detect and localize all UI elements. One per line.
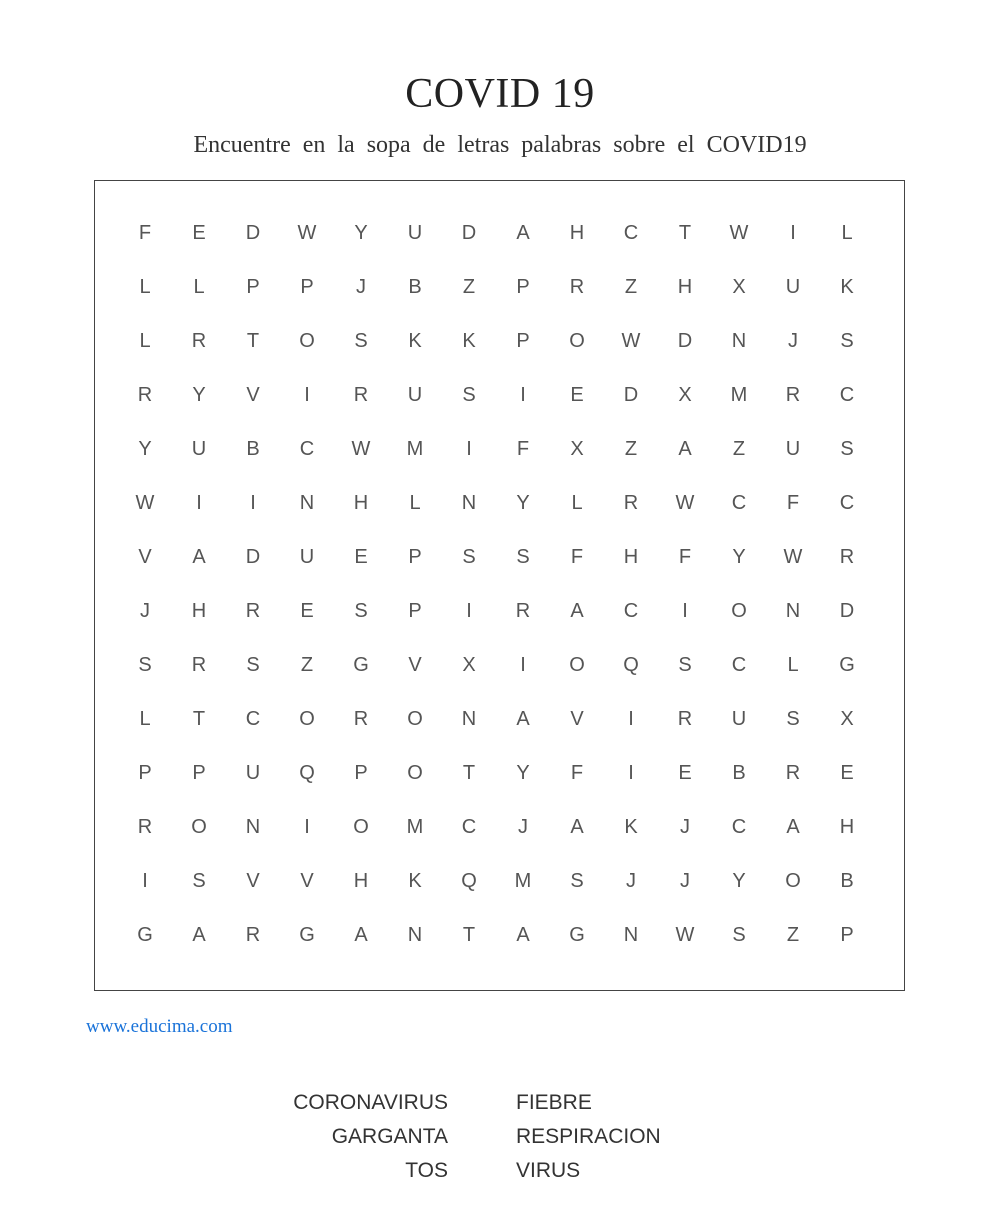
grid-letter[interactable]: U xyxy=(731,707,747,730)
grid-letter[interactable]: I xyxy=(304,383,310,406)
instructions: Encuentre en la sopa de letras palabras sobre el COVID19 xyxy=(193,132,807,158)
grid-letter[interactable]: C xyxy=(731,653,747,676)
grid-letter[interactable]: T xyxy=(462,923,476,946)
grid-letter[interactable]: R xyxy=(515,599,531,622)
grid-letter[interactable]: A xyxy=(786,815,800,838)
grid-letter[interactable]: K xyxy=(408,329,422,352)
grid-letter[interactable]: R xyxy=(245,923,261,946)
grid-letter[interactable]: F xyxy=(786,491,800,514)
grid-letter[interactable]: O xyxy=(407,761,423,784)
grid-letter[interactable]: C xyxy=(623,599,639,622)
grid-letter[interactable]: S xyxy=(462,545,476,568)
grid-letter[interactable]: Q xyxy=(461,869,477,892)
grid-letter[interactable]: W xyxy=(297,221,317,244)
grid-letter[interactable]: A xyxy=(516,221,530,244)
grid-letter[interactable]: D xyxy=(245,221,261,244)
grid-letter[interactable]: S xyxy=(840,437,854,460)
grid-letter[interactable]: F xyxy=(138,221,152,244)
website-link[interactable]: www.educima.com xyxy=(86,1016,233,1037)
grid-letter[interactable]: S xyxy=(732,923,746,946)
grid-letter[interactable]: S xyxy=(462,383,476,406)
grid-letter[interactable]: W xyxy=(783,545,803,568)
grid-letter[interactable]: F xyxy=(570,761,584,784)
grid-letter[interactable]: C xyxy=(731,815,747,838)
grid-letter[interactable]: F xyxy=(678,545,692,568)
grid-letter[interactable]: A xyxy=(192,545,206,568)
grid-letter[interactable]: S xyxy=(354,329,368,352)
grid-letter[interactable]: O xyxy=(407,707,423,730)
grid-letter[interactable]: Y xyxy=(516,491,530,514)
grid-letter[interactable]: O xyxy=(299,329,315,352)
grid-letter[interactable]: A xyxy=(570,599,584,622)
grid-letter[interactable]: L xyxy=(139,275,151,298)
grid-letter[interactable]: C xyxy=(731,491,747,514)
grid-letter[interactable]: S xyxy=(678,653,692,676)
grid-letter[interactable]: R xyxy=(191,653,207,676)
grid-letter[interactable]: L xyxy=(139,329,151,352)
grid-letter[interactable]: E xyxy=(840,761,854,784)
grid-letter[interactable]: R xyxy=(569,275,585,298)
grid-letter[interactable]: C xyxy=(245,707,261,730)
grid-letter[interactable]: X xyxy=(840,707,854,730)
word-item: TOS xyxy=(405,1159,448,1182)
grid-letter[interactable]: T xyxy=(246,329,260,352)
grid-letter[interactable]: Z xyxy=(624,437,638,460)
page-title: COVID 19 xyxy=(405,71,595,117)
grid-letter[interactable]: U xyxy=(785,275,801,298)
grid-letter[interactable]: A xyxy=(516,923,530,946)
grid-letter[interactable]: O xyxy=(299,707,315,730)
grid-letter[interactable]: O xyxy=(785,869,801,892)
grid-letter[interactable]: F xyxy=(516,437,530,460)
grid-letter[interactable]: S xyxy=(192,869,206,892)
grid-letter[interactable]: C xyxy=(839,491,855,514)
word-item: FIEBRE xyxy=(516,1091,592,1114)
letter-grid xyxy=(118,206,874,962)
grid-letter[interactable]: R xyxy=(353,383,369,406)
grid-letter[interactable]: L xyxy=(139,707,151,730)
grid-letter[interactable]: Y xyxy=(354,221,368,244)
grid-letter[interactable]: I xyxy=(250,491,256,514)
grid-letter[interactable]: Q xyxy=(623,653,639,676)
grid-letter[interactable]: B xyxy=(246,437,260,460)
grid-letter[interactable]: E xyxy=(678,761,692,784)
grid-letter[interactable]: W xyxy=(135,491,155,514)
grid-letter[interactable]: E xyxy=(570,383,584,406)
grid-letter[interactable]: G xyxy=(839,653,855,676)
grid-letter[interactable]: S xyxy=(840,329,854,352)
grid-letter[interactable]: I xyxy=(196,491,202,514)
grid-letter[interactable]: W xyxy=(621,329,641,352)
word-list-left xyxy=(248,1088,448,1190)
grid-letter[interactable]: N xyxy=(731,329,747,352)
grid-letter[interactable]: K xyxy=(408,869,422,892)
grid-letter[interactable]: I xyxy=(142,869,148,892)
grid-letter[interactable]: V xyxy=(570,707,584,730)
grid-letter[interactable]: I xyxy=(682,599,688,622)
grid-letter[interactable]: V xyxy=(246,383,260,406)
grid-letter[interactable]: J xyxy=(626,869,636,892)
grid-letter[interactable]: J xyxy=(680,815,690,838)
grid-letter[interactable]: I xyxy=(304,815,310,838)
grid-letter[interactable]: V xyxy=(408,653,422,676)
grid-letter[interactable]: R xyxy=(191,329,207,352)
grid-letter[interactable]: K xyxy=(462,329,476,352)
grid-letter[interactable]: H xyxy=(569,221,585,244)
grid-letter[interactable]: U xyxy=(299,545,315,568)
grid-letter[interactable]: S xyxy=(246,653,260,676)
grid-letter[interactable]: W xyxy=(729,221,749,244)
grid-letter[interactable]: P xyxy=(246,275,260,298)
grid-letter[interactable]: U xyxy=(245,761,261,784)
grid-letter[interactable]: A xyxy=(516,707,530,730)
grid-letter[interactable]: C xyxy=(461,815,477,838)
grid-letter[interactable]: A xyxy=(570,815,584,838)
grid-letter[interactable]: V xyxy=(246,869,260,892)
grid-letter[interactable]: E xyxy=(354,545,368,568)
grid-letter[interactable]: O xyxy=(353,815,369,838)
grid-letter[interactable]: R xyxy=(677,707,693,730)
grid-letter[interactable]: Z xyxy=(300,653,314,676)
grid-letter[interactable]: O xyxy=(731,599,747,622)
grid-letter[interactable]: J xyxy=(140,599,150,622)
grid-letter[interactable]: P xyxy=(408,545,422,568)
grid-letter[interactable]: B xyxy=(840,869,854,892)
grid-letter[interactable]: X xyxy=(732,275,746,298)
grid-letter[interactable]: J xyxy=(788,329,798,352)
grid-letter[interactable]: Y xyxy=(732,869,746,892)
grid-letter[interactable]: X xyxy=(570,437,584,460)
grid-letter[interactable]: Z xyxy=(462,275,476,298)
grid-letter[interactable]: D xyxy=(677,329,693,352)
grid-letter[interactable]: P xyxy=(840,923,854,946)
grid-letter[interactable]: N xyxy=(623,923,639,946)
grid-letter[interactable]: K xyxy=(624,815,638,838)
grid-letter[interactable]: S xyxy=(516,545,530,568)
grid-letter[interactable]: H xyxy=(191,599,207,622)
grid-letter[interactable]: W xyxy=(351,437,371,460)
grid-letter[interactable]: L xyxy=(409,491,421,514)
grid-letter[interactable]: I xyxy=(520,383,526,406)
grid-letter[interactable]: J xyxy=(356,275,366,298)
grid-letter[interactable]: A xyxy=(192,923,206,946)
grid-letter[interactable]: H xyxy=(839,815,855,838)
grid-letter[interactable]: N xyxy=(785,599,801,622)
grid-letter[interactable]: R xyxy=(137,383,153,406)
grid-letter[interactable]: X xyxy=(678,383,692,406)
grid-letter[interactable]: E xyxy=(300,599,314,622)
grid-letter[interactable]: O xyxy=(191,815,207,838)
grid-letter[interactable]: O xyxy=(569,329,585,352)
grid-letter[interactable]: C xyxy=(623,221,639,244)
grid-letter[interactable]: H xyxy=(353,869,369,892)
grid-letter[interactable]: O xyxy=(569,653,585,676)
grid-letter[interactable]: R xyxy=(245,599,261,622)
grid-letter[interactable]: L xyxy=(193,275,205,298)
grid-letter[interactable]: J xyxy=(680,869,690,892)
grid-letter[interactable]: R xyxy=(785,761,801,784)
grid-letter[interactable]: R xyxy=(137,815,153,838)
grid-letter[interactable]: B xyxy=(408,275,422,298)
grid-letter[interactable]: S xyxy=(138,653,152,676)
grid-letter[interactable]: Y xyxy=(516,761,530,784)
grid-letter[interactable]: M xyxy=(406,815,424,838)
grid-letter[interactable]: P xyxy=(192,761,206,784)
grid-letter[interactable]: N xyxy=(245,815,261,838)
grid-letter[interactable]: P xyxy=(354,761,368,784)
grid-letter[interactable]: G xyxy=(353,653,369,676)
word-list-right xyxy=(516,1088,766,1190)
grid-letter[interactable]: C xyxy=(299,437,315,460)
grid-letter[interactable]: Y xyxy=(732,545,746,568)
grid-letter[interactable]: D xyxy=(839,599,855,622)
grid-letter[interactable]: K xyxy=(840,275,854,298)
word-item: VIRUS xyxy=(516,1159,581,1182)
grid-letter[interactable]: Y xyxy=(192,383,206,406)
grid-letter[interactable]: R xyxy=(353,707,369,730)
grid-letter[interactable]: F xyxy=(570,545,584,568)
grid-letter[interactable]: T xyxy=(678,221,692,244)
grid-letter[interactable]: P xyxy=(516,329,530,352)
grid-letter[interactable]: Z xyxy=(732,437,746,460)
grid-letter[interactable]: M xyxy=(730,383,748,406)
grid-letter[interactable]: N xyxy=(299,491,315,514)
grid-letter[interactable]: E xyxy=(192,221,206,244)
grid-letter[interactable]: P xyxy=(300,275,314,298)
grid-letter[interactable]: W xyxy=(675,491,695,514)
grid-letter[interactable]: S xyxy=(786,707,800,730)
grid-letter[interactable]: G xyxy=(137,923,153,946)
grid-letter[interactable]: I xyxy=(790,221,796,244)
grid-letter[interactable]: R xyxy=(839,545,855,568)
word-item: RESPIRACION xyxy=(516,1125,661,1148)
grid-letter[interactable]: R xyxy=(623,491,639,514)
grid-letter[interactable]: A xyxy=(354,923,368,946)
grid-letter[interactable]: X xyxy=(462,653,476,676)
grid-letter[interactable]: P xyxy=(138,761,152,784)
grid-letter[interactable]: D xyxy=(623,383,639,406)
grid-letter[interactable]: H xyxy=(623,545,639,568)
grid-letter[interactable]: G xyxy=(569,923,585,946)
grid-letter[interactable]: R xyxy=(785,383,801,406)
grid-letter[interactable]: P xyxy=(408,599,422,622)
grid-letter[interactable]: D xyxy=(461,221,477,244)
grid-letter[interactable]: V xyxy=(300,869,314,892)
grid-letter[interactable]: Y xyxy=(138,437,152,460)
grid-letter[interactable]: I xyxy=(466,437,472,460)
grid-letter[interactable]: I xyxy=(628,761,634,784)
grid-letter[interactable]: N xyxy=(407,923,423,946)
grid-letter[interactable]: M xyxy=(514,869,532,892)
grid-letter[interactable]: H xyxy=(353,491,369,514)
grid-letter[interactable]: T xyxy=(462,761,476,784)
grid-letter[interactable]: A xyxy=(678,437,692,460)
grid-letter[interactable]: Q xyxy=(299,761,315,784)
grid-letter[interactable]: U xyxy=(407,383,423,406)
grid-letter[interactable]: N xyxy=(461,707,477,730)
grid-letter[interactable]: M xyxy=(406,437,424,460)
grid-letter[interactable]: C xyxy=(839,383,855,406)
grid-letter[interactable]: L xyxy=(841,221,853,244)
grid-letter[interactable]: V xyxy=(138,545,152,568)
grid-letter[interactable]: W xyxy=(675,923,695,946)
grid-letter[interactable]: S xyxy=(354,599,368,622)
grid-letter[interactable]: I xyxy=(520,653,526,676)
grid-letter[interactable]: H xyxy=(677,275,693,298)
grid-letter[interactable]: U xyxy=(191,437,207,460)
word-item: CORONAVIRUS xyxy=(293,1091,448,1114)
word-search-box xyxy=(94,180,905,991)
grid-letter[interactable]: L xyxy=(571,491,583,514)
grid-letter[interactable]: Z xyxy=(624,275,638,298)
grid-letter[interactable]: I xyxy=(466,599,472,622)
grid-letter[interactable]: L xyxy=(787,653,799,676)
grid-letter[interactable]: U xyxy=(785,437,801,460)
grid-letter[interactable]: T xyxy=(192,707,206,730)
word-item: GARGANTA xyxy=(331,1125,448,1148)
grid-letter[interactable]: P xyxy=(516,275,530,298)
grid-letter[interactable]: S xyxy=(570,869,584,892)
grid-letter[interactable]: J xyxy=(518,815,528,838)
grid-letter[interactable]: B xyxy=(732,761,746,784)
grid-letter[interactable]: D xyxy=(245,545,261,568)
grid-letter[interactable]: Z xyxy=(786,923,800,946)
grid-letter[interactable]: U xyxy=(407,221,423,244)
grid-letter[interactable]: N xyxy=(461,491,477,514)
grid-letter[interactable]: I xyxy=(628,707,634,730)
grid-letter[interactable]: G xyxy=(299,923,315,946)
